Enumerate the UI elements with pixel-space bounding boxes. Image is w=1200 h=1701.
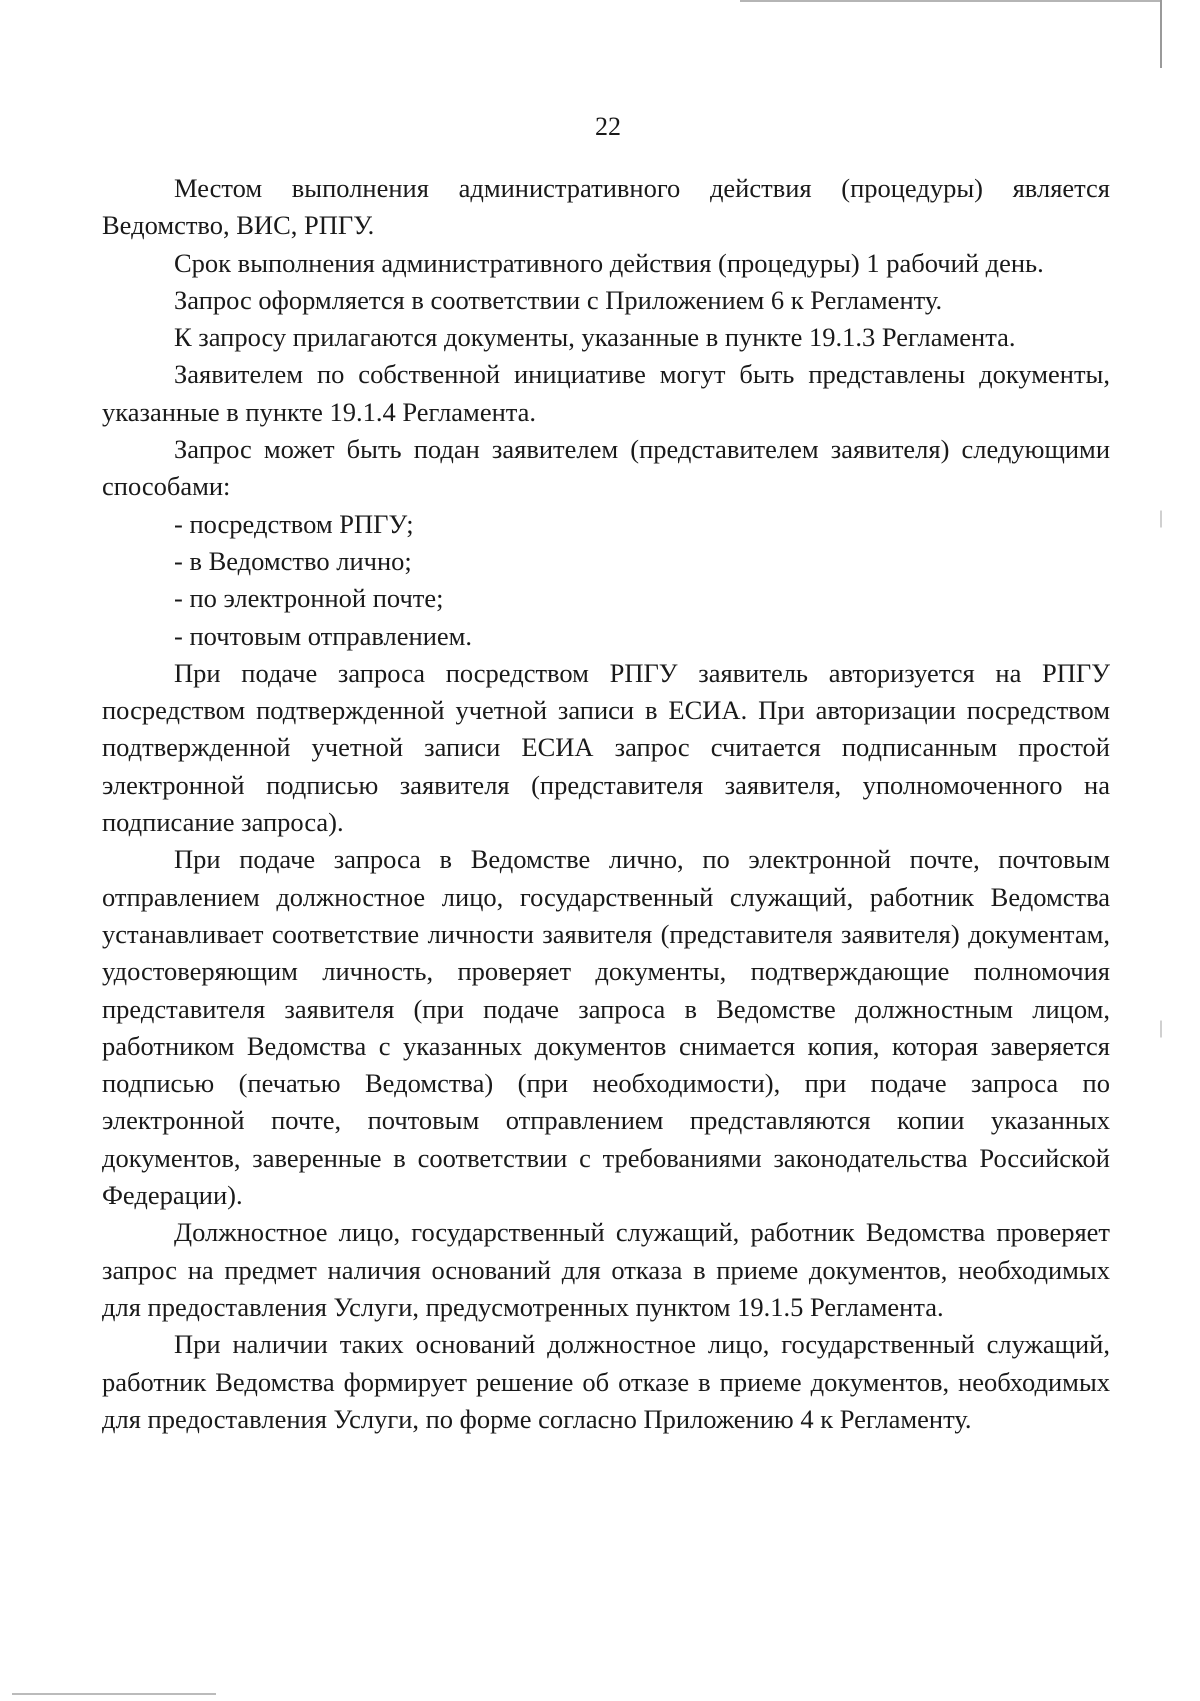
list-item: - почтовым отправлением.: [174, 620, 473, 651]
paragraph-attached-documents: К запросу прилагаются документы, указанные в пункте 19.1.3 Регламента.: [174, 322, 1016, 353]
paragraph-request-form: Запрос оформляется в соответствии с Приложением 6 к Регламенту.: [174, 284, 943, 315]
page-number: 22: [595, 112, 621, 141]
paragraph-request-check: Должностное лицо, государственный служащий, работник Ведомства проверяет запрос на предмет наличия оснований для отказа в приеме документов, необходимых для предоставления Услуги, предусмотренных пунктом 19.1.5 Регламента.: [102, 1217, 1110, 1322]
document-body: [102, 170, 1110, 1438]
list-item: - по электронной почте;: [174, 583, 444, 614]
paragraph-rpgu-authorization: При подаче запроса посредством РПГУ заявитель авторизуется на РПГУ посредством подтвержденной учетной записи в ЕСИА. При авторизации посредством подтвержденной учетной записи ЕСИА запрос считается подписанным простой электронной подписью заявителя (представителя заявителя, уполномоченного на подписание запроса).: [102, 657, 1110, 838]
paragraph-execution-term: Срок выполнения административного действия (процедуры) 1 рабочий день.: [174, 247, 1044, 278]
scan-edge-bottom: [0, 1693, 1200, 1695]
scan-edge-top: [740, 0, 1160, 2]
paragraph-optional-documents: Заявителем по собственной инициативе могут быть представлены документы, указанные в пункте 19.1.4 Регламента.: [102, 359, 1110, 427]
paragraph-in-person-submission: При подаче запроса в Ведомстве лично, по электронной почте, почтовым отправлением должностное лицо, государственный служащий, работник Ведомства устанавливает соответствие личности заявителя (представителя заявителя) документам, удостоверяющим личность, проверяет документы, подтверждающие полномочия представителя заявителя (при подаче запроса в Ведомстве должностным лицом, работником Ведомства с указанных документов снимается копия, которая заверяется подписью (печатью Ведомства) (при необходимости), при подаче запроса по электронной почте, почтовым отправлением представляются копии указанных документов, заверенные в соответствии с требованиями законодательства Российской Федерации).: [102, 844, 1110, 1211]
list-item: - в Ведомство лично;: [174, 545, 412, 576]
paragraph-place-of-execution: Местом выполнения административного действия (процедуры) является Ведомство, ВИС, РПГУ.: [102, 173, 1110, 241]
scan-edge-right: [1160, 0, 1162, 1701]
paragraph-refusal-decision: При наличии таких оснований должностное лицо, государственный служащий, работник Ведомства формирует решение об отказе в приеме документов, необходимых для предоставления Услуги, по форме согласно Приложению 4 к Регламенту.: [102, 1329, 1110, 1434]
list-item: - посредством РПГУ;: [174, 508, 414, 539]
paragraph-submission-methods: Запрос может быть подан заявителем (представителем заявителя) следующими способами:: [102, 434, 1110, 502]
